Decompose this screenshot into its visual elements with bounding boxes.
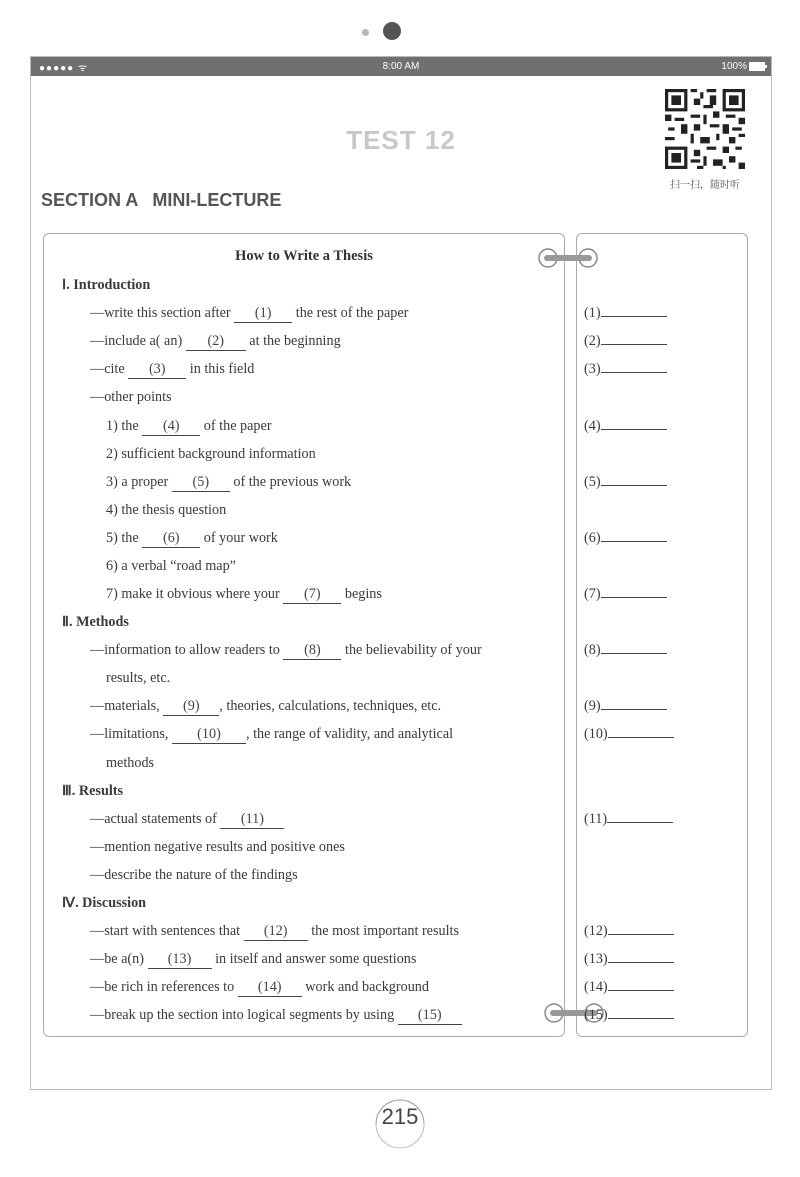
outline-line-7: 3) a proper (5) of the previous work [106, 474, 352, 490]
blank-13: (13) [148, 951, 212, 969]
answer-field-10[interactable]: (10) [584, 725, 674, 743]
blank-5: (5) [172, 474, 230, 492]
outline-line-8: 4) the thesis question [106, 502, 227, 518]
answer-field-11[interactable]: (11) [584, 810, 673, 828]
outline-line-19: —describe the nature of the findings [90, 867, 298, 883]
outline-line-21: —be a(n) (13) in itself and answer some questions [90, 951, 417, 967]
outline-line-23: —break up the section into logical segments by using (15) [90, 1007, 462, 1025]
section-label: SECTION A [41, 190, 139, 210]
outline-line-17: —actual statements of (11) [90, 811, 284, 829]
outline-line-4: —other points [90, 389, 172, 405]
blank-10: (10) [172, 726, 246, 744]
outline-line-20: —start with sentences that (12) the most important results [90, 923, 459, 939]
answer-field-6[interactable]: (6) [584, 529, 667, 547]
binder-ring-icon [536, 246, 600, 270]
answer-panel [576, 233, 748, 1037]
outline-line-18: —mention negative results and positive ones [90, 839, 345, 855]
battery-icon [749, 62, 765, 71]
blank-1: (1) [234, 305, 292, 323]
status-time: 8:00 AM [382, 61, 420, 72]
outline-line-13: results, etc. [106, 670, 171, 686]
answer-field-1[interactable]: (1) [584, 304, 667, 322]
outline-panel [43, 233, 565, 1037]
answer-field-4[interactable]: (4) [584, 417, 667, 435]
test-title: TEST 12 [346, 125, 456, 155]
section-title [41, 190, 281, 211]
outline-line-5: 1) the (4) of the paper [106, 418, 272, 434]
outline-line-11: 7) make it obvious where your (7) begins [106, 586, 382, 602]
blank-7: (7) [283, 586, 341, 604]
blank-2: (2) [186, 333, 246, 351]
blank-15: (15) [398, 1007, 462, 1025]
outline-line-6: 2) sufficient background information [106, 446, 316, 462]
qr-caption: 扫一扫，随时听 [670, 180, 740, 191]
outline-line-15: —limitations, (10) , the range of validity, and analytical [90, 726, 454, 742]
answer-field-12[interactable]: (12) [584, 922, 674, 940]
page-number: 215 [381, 1104, 419, 1129]
blank-6: (6) [142, 530, 200, 548]
blank-3: (3) [128, 361, 186, 379]
blank-8: (8) [283, 642, 341, 660]
answer-field-9[interactable]: (9) [584, 697, 667, 715]
battery-percent: 100% [721, 61, 747, 72]
outline-line-12: —information to allow readers to (8) the believability of your [90, 642, 482, 658]
status-bar [31, 57, 771, 76]
answer-field-8[interactable]: (8) [584, 641, 667, 659]
answer-field-3[interactable]: (3) [584, 360, 667, 378]
outline-line-9: 5) the (6) of your work [106, 530, 278, 546]
blank-14: (14) [238, 979, 302, 997]
outline-line-14: —materials, (9) , theories, calculations, techniques, etc. [90, 698, 442, 714]
heading-methods: Ⅱ. Methods [62, 614, 129, 630]
answer-field-15[interactable]: (15) [584, 1006, 674, 1024]
answer-field-5[interactable]: (5) [584, 473, 667, 491]
outline-line-16: methods [106, 755, 155, 771]
outline-line-2: —include a( an) (2) at the beginning [90, 333, 341, 349]
heading-results: Ⅲ. Results [62, 783, 124, 799]
blank-11: (11) [220, 811, 284, 829]
outline-title: How to Write a Thesis [235, 248, 373, 264]
blank-4: (4) [142, 418, 200, 436]
answer-field-2[interactable]: (2) [584, 332, 667, 350]
outline-line-1: —write this section after (1) the rest of the paper [90, 305, 409, 321]
page-dot-active[interactable] [383, 22, 401, 40]
outline-line-10: 6) a verbal “road map” [106, 558, 236, 574]
signal-icon: ●●●●● ᯤ [39, 63, 89, 74]
section-name: MINI-LECTURE [152, 190, 282, 210]
answer-field-7[interactable]: (7) [584, 585, 667, 603]
answer-field-13[interactable]: (13) [584, 950, 674, 968]
blank-12: (12) [244, 923, 308, 941]
heading-discussion: Ⅳ. Discussion [62, 895, 147, 911]
heading-introduction: Ⅰ. Introduction [62, 277, 151, 293]
blank-9: (9) [163, 698, 219, 716]
outline-line-3: —cite (3) in this field [90, 361, 255, 377]
outline-line-22: —be rich in references to (14) work and background [90, 979, 429, 995]
page-dot-inactive[interactable] [362, 29, 369, 36]
answer-field-14[interactable]: (14) [584, 978, 674, 996]
